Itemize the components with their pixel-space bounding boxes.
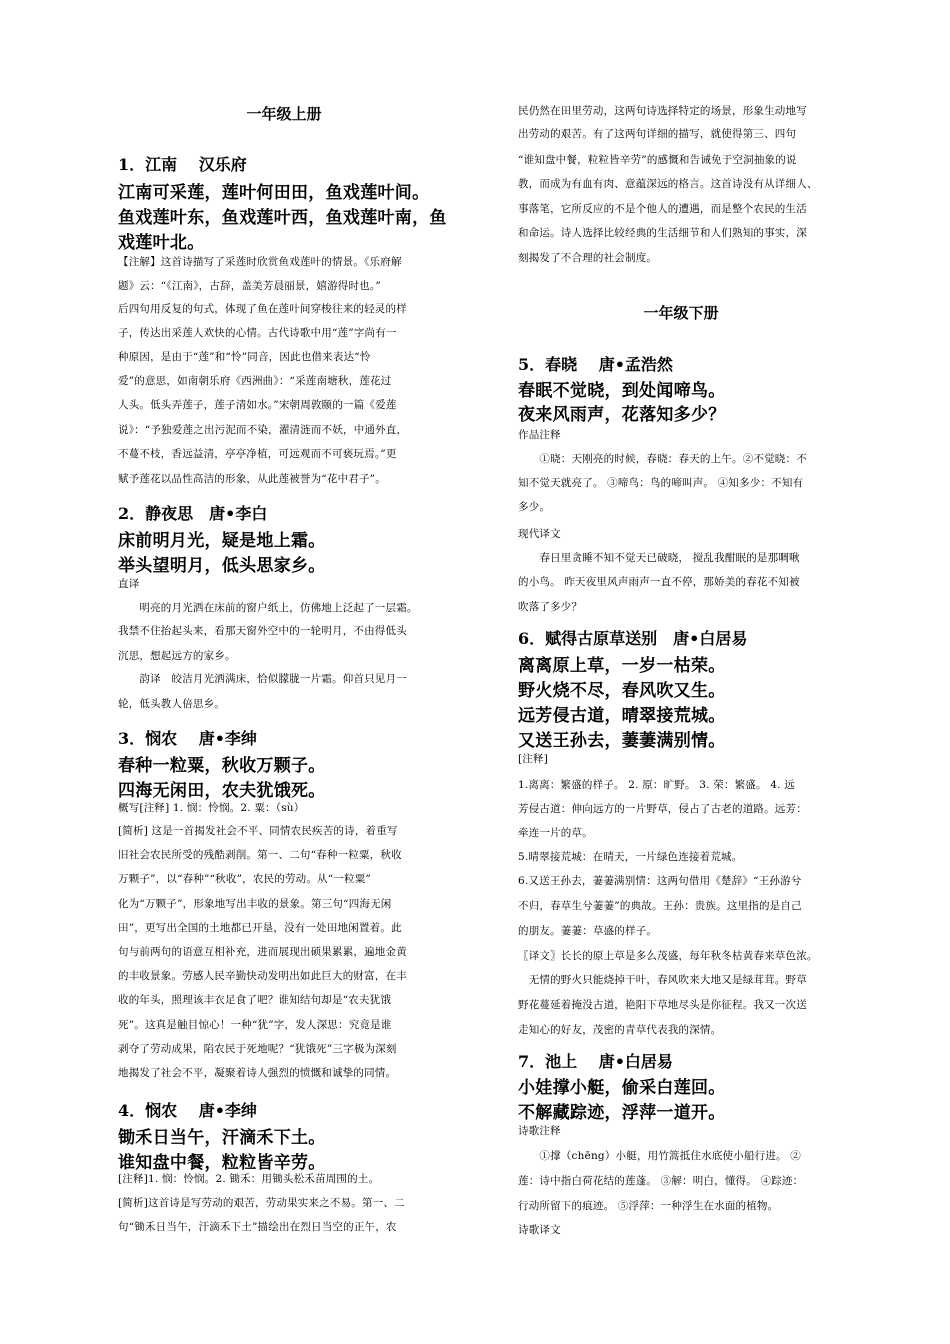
section-heading: 一年级下册 [643,304,719,322]
poem-title: 2．静夜思 唐•李白 [118,504,268,523]
poem-verse: 又送王孙去，萋萋满别情。 [518,731,726,751]
note-line: 句“锄禾日当午，汗滴禾下土”描绘出在烈日当空的正午，农 [118,1221,397,1233]
note-line: 子，传达出采莲人欢快的心情。古代诗歌中用“莲”字尚有一 [118,327,397,339]
poem-title: 3．悯农 唐•李绅 [118,729,257,748]
note-line: 【注解】这首诗描写了采莲时欣赏鱼戏莲叶的情景。《乐府解 [118,256,402,268]
note-line: 我禁不住抬起头来，看那天窗外空中的一轮明月，不由得低头 [118,625,407,637]
note-line: 野花蔓延着掩没古道，艳阳下草地尽头是你征程。我又一次送 [518,999,807,1011]
poem-verse: 鱼戏莲叶东，鱼戏莲叶西，鱼戏莲叶南，鱼 [118,208,447,228]
note-line: 和命运。诗人选择比较经典的生活细节和人们熟知的事实，深 [518,227,807,239]
poem-verse: 春种一粒粟，秋收万颗子。 [118,756,326,776]
note-line: 教，而成为有血有肉、意蕴深远的格言。这首诗没有从详细人、 [518,178,818,190]
note-line: 的小鸟。 昨天夜里风声雨声一直不停，那娇美的春花不知被 [518,576,800,588]
poem-verse: 小娃撑小艇，偷采白莲回。 [518,1078,726,1098]
note-line: [简析]这首诗是写劳动的艰苦，劳动果实来之不易。第一、二 [118,1197,405,1209]
note-line: 刻揭发了不合理的社会制度。 [518,252,658,264]
note-line: 诗歌注释 [518,1125,561,1137]
note-line: 题》云：“《江南》，古辞，盖美芳晨丽景，嬉游得时也。” [118,280,381,292]
poem-verse: 夜来风雨声，花落知多少？ [518,405,726,425]
note-line: 后四句用反复的句式，体现了鱼在莲叶间穿梭往来的轻灵的样 [118,303,407,315]
note-line: 收的年头，照理该丰衣足食了吧？谁知结句却是“农夫犹饿 [118,994,392,1006]
note-line: 句与前两句的语意互相补充，进而展现出硕果累累，遍地金黄 [118,946,407,958]
poem-verse: 远芳侵古道，晴翠接荒城。 [518,706,726,726]
poem-verse: 举头望明月，低头思家乡。 [118,556,326,576]
poem-verse: 离离原上草，一岁一枯荣。 [518,656,726,676]
note-line: 旧社会农民所受的残酷剥削。第一、二句“春种一粒粟，秋收 [118,849,402,861]
note-line: “谁知盘中餐，粒粒皆辛劳”的感慨和告诫免于空洞抽象的说 [518,154,797,166]
poem-verse: 谁知盘中餐，粒粒皆辛劳。 [118,1153,326,1173]
note-line: 诗歌译文 [518,1224,561,1236]
note-line: 田”，更写出全国的土地都已开垦，没有一处田地闲置着。此 [118,922,402,934]
poem-verse: 不解藏踪迹，浮萍一道开。 [518,1103,726,1123]
note-line: 出劳动的艰苦。有了这两句详细的描写，就使得第三、四句 [518,128,797,140]
note-line: 莲：诗中指白荷花结的莲蓬。 ③解：明白，懂得。 ④踪迹： [518,1175,804,1187]
note-line: 说》：“予独爱莲之出污泥而不染，濯清涟而不妖，中通外直， [118,424,408,436]
note-line: 万颗子”，以“春种”“秋收”，农民的劳动。从“一粒粟” [118,873,371,885]
note-line: 死”。这真是触目惊心！一种“犹”字，发人深思：究竟是谁 [118,1019,392,1031]
note-line: 爱”的意思，如南朝乐府《西洲曲》：“采莲南塘秋，莲花过 [118,375,392,387]
note-line: 明亮的月光洒在床前的窗户纸上，仿佛地上泛起了一层霜。 [118,602,418,614]
note-line: 多少。 [518,501,551,513]
note-line: 春日里贪睡不知不觉天已破晓， 搅乱我酣眠的是那啁啾 [518,552,800,564]
note-line: 〖译文〗长长的原上草是多么茂盛，每年秋冬枯黄春来草色浓。 [518,950,818,962]
note-line: 走知心的好友，茂密的青草代表我的深情。 [518,1024,722,1036]
note-line: 芳侵古道：伸向远方的一片野草，侵占了古老的道路。远芳： [518,803,807,815]
poem-title: 5．春晓 唐•孟浩然 [518,355,673,374]
note-line: 概写[注释] 1. 悯：怜悯。2. 粟：（sù） [118,802,305,814]
section-heading: 一年级上册 [246,105,322,123]
note-line: [简析] 这是一首揭发社会不平、同情农民疾苦的诗，着重写 [118,825,398,837]
note-line: 牵连一片的草。 [518,827,593,839]
poem-title: 4．悯农 唐•李绅 [118,1101,257,1120]
note-line: 5.晴翠接荒城：在晴天，一片绿色连接着荒城。 [518,851,743,863]
note-line: 化为“万颗子”，形象地写出丰收的景象。第三句“四海无闲 [118,898,392,910]
poem-title: 7．池上 唐•白居易 [518,1052,673,1071]
note-line: [注释]1. 悯：怜悯。2. 锄禾：用锄头松禾苗周围的土。 [118,1173,380,1185]
poem-title: 6．赋得古原草送别 唐•白居易 [518,629,748,648]
note-line: 人头。低头弄莲子，莲子清如水。”宋朝周敦颐的一篇《爱莲 [118,399,397,411]
note-line: 轮，低头教人倍思乡。 [118,698,225,710]
note-line: [注释] [518,753,548,765]
poem-verse: 床前明月光，疑是地上霜。 [118,531,326,551]
poem-verse: 春眠不觉晓，到处闻啼鸟。 [518,381,726,401]
note-line: 事落笔，它所反应的不是个他人的遭遇，而是整个农民的生活 [518,203,807,215]
poem-verse: 锄禾日当午，汗滴禾下土。 [118,1128,326,1148]
note-line: 直译 [118,578,140,590]
note-line: 吹落了多少？ [518,601,583,613]
note-line: 不蔓不枝，香远益清，亭亭净植，可远观而不可亵玩焉。”更 [118,448,397,460]
poem-verse: 四海无闲田，农夫犹饿死。 [118,781,326,801]
note-line: 赋予莲花以品性高洁的形象，从此莲被誉为“花中君子”。 [118,473,386,485]
note-line: 行动所留下的痕迹。 ⑤浮萍：一种浮生在水面的植物。 [518,1200,779,1212]
note-line: 民仍然在田里劳动，这两句诗选择特定的场景，形象生动地写 [518,105,807,117]
note-line: 不归，春草生兮萋萋”的典故。王孙：贵族。这里指的是自己 [518,900,802,912]
note-line: 1.离离：繁盛的样子。 2. 原：旷野。 3. 荣：繁盛。 4. 远 [518,779,795,791]
poem-verse: 江南可采莲，莲叶何田田，鱼戏莲叶间。 [118,183,430,203]
note-line: 的丰收景象。劳感人民辛勤快动发明出如此巨大的财富，在丰 [118,970,407,982]
note-line: 沉思，想起远方的家乡。 [118,650,236,662]
note-line: ①晓：天刚亮的时候，春晓：春天的上午。②不觉晓：不 [518,453,807,465]
note-line: 地揭发了社会不平，凝聚着诗人强烈的愤慨和诚挚的同情。 [118,1067,397,1079]
note-line: 6.又送王孙去，萋萋满别情：这两句借用《楚辞》“王孙游兮 [518,875,802,887]
note-line: 剥夺了劳动成果，陷农民于死地呢？“犹饿死”三字极为深刻 [118,1043,397,1055]
note-line: 现代译文 [518,528,561,540]
poem-title: 1．江南 汉乐府 [118,155,247,174]
poem-verse: 戏莲叶北。 [118,233,205,253]
note-line: 作品注释 [518,429,561,441]
poem-verse: 野火烧不尽，春风吹又生。 [518,681,726,701]
note-line: 知不觉天就亮了。 ③啼鸟：鸟的啼叫声。 ④知多少：不知有 [518,477,804,489]
note-line: 韵译 皎洁月光洒满床，恰似朦胧一片霜。仰首只见月一 [118,673,407,685]
note-line: 种原因，是由于“莲”和“怜”同音，因此也借来表达“怜 [118,351,371,363]
note-line: 的朋友。萋萋：草盛的样子。 [518,925,658,937]
note-line: 无情的野火只能烧掉干叶，春风吹来大地又是绿茸茸。野草 [518,974,807,986]
note-line: ①撑（chēng）小艇，用竹篙抵住水底使小船行进。 ② [518,1150,801,1162]
